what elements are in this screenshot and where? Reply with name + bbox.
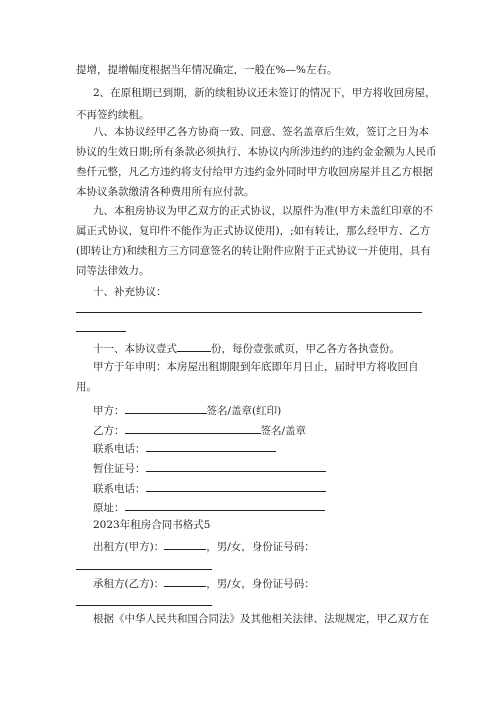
- text-span: 十一、本协议壹式: [93, 343, 177, 355]
- text-line: 同等法律效力。: [76, 265, 150, 277]
- fill-blank: [177, 340, 211, 352]
- text-line: [93, 340, 400, 357]
- form-line: [93, 460, 326, 477]
- fill-blank: [146, 480, 326, 492]
- text-line: 协议的生效日期;所有条款必须执行、本协议内所涉违约的违约金金额为人民币: [76, 146, 437, 158]
- fill-blank-line: [76, 569, 212, 570]
- section-title: 2023年租房合同书格式5: [93, 519, 211, 531]
- signature-line: [93, 402, 281, 419]
- text-line: 不再签约续租。: [76, 109, 150, 121]
- text-line: 属正式协议，复印件不能作为正式协议使用)，;如有转让，那么经甲方、乙方: [76, 225, 431, 237]
- text-span: ，男/女，身份证号码：: [206, 578, 315, 590]
- text-span: ，男/女，身份证号码：: [206, 541, 315, 553]
- fill-blank: [164, 575, 206, 587]
- text-span: 份，每份壹张贰页，甲乙各方各执壹份。: [211, 343, 400, 355]
- text-line: 甲方于年申明：本房屋出租期限到年底即年月日止，届时甲方将收回自: [93, 361, 419, 373]
- text-span: 出租方(甲方)：: [93, 541, 165, 553]
- text-line: 叁仟元整，凡乙方违约将支付给甲方违约金外同时甲方收回房屋并且乙方根据: [76, 166, 433, 178]
- signature-line: [93, 422, 306, 439]
- text-line: 用。: [76, 381, 97, 393]
- text-line: 本协议条款缴清各种费用所有应付款。: [76, 186, 255, 198]
- fill-blank-line: [76, 331, 126, 332]
- text-span: 签名/盖章(红印): [206, 405, 282, 417]
- fill-blank: [125, 422, 261, 434]
- text-span: 承租方(乙方)：: [93, 578, 165, 590]
- text-span: 联系电话：: [93, 483, 146, 495]
- text-line: 2、在原租期已到期，新的续租协议还未签订的情况下，甲方将收回房屋，: [93, 87, 436, 99]
- fill-blank-line: [76, 312, 422, 313]
- fill-blank: [146, 460, 326, 472]
- fill-blank: [125, 499, 325, 511]
- text-span: 暂住证号：: [93, 463, 146, 475]
- fill-blank-line: [76, 605, 212, 606]
- form-line: [93, 480, 326, 497]
- text-span: 甲方：: [93, 405, 125, 417]
- text-line: (即转让方)和续租方三方同意签名的转让附件应附于正式协议一并使用，具有: [76, 245, 431, 257]
- form-line: [93, 499, 325, 516]
- text-span: 乙方：: [93, 425, 125, 437]
- form-line: [93, 538, 315, 555]
- text-line: 十、补充协议：: [93, 286, 167, 298]
- form-line: [93, 440, 276, 457]
- text-line: 根据《中华人民共和国合同法》及其他相关法律、法规规定，甲乙双方在: [93, 613, 429, 625]
- text-span: 联系电话：: [93, 443, 146, 455]
- text-line: 九、本租房协议为甲乙双方的正式协议，以原件为准(甲方未盖红印章的不: [93, 205, 434, 217]
- fill-blank: [125, 402, 207, 414]
- fill-blank: [164, 538, 206, 550]
- form-line: [93, 575, 315, 592]
- fill-blank: [146, 440, 276, 452]
- text-line: 八、本协议经甲乙各方协商一致、同意、签名盖章后生效，签订之日为本: [93, 126, 429, 138]
- text-line: 提增，提增幅度根据当年情况确定，一般在%—%左右。: [76, 64, 338, 76]
- text-span: 原址：: [93, 502, 125, 514]
- text-span: 签名/盖章: [260, 425, 307, 437]
